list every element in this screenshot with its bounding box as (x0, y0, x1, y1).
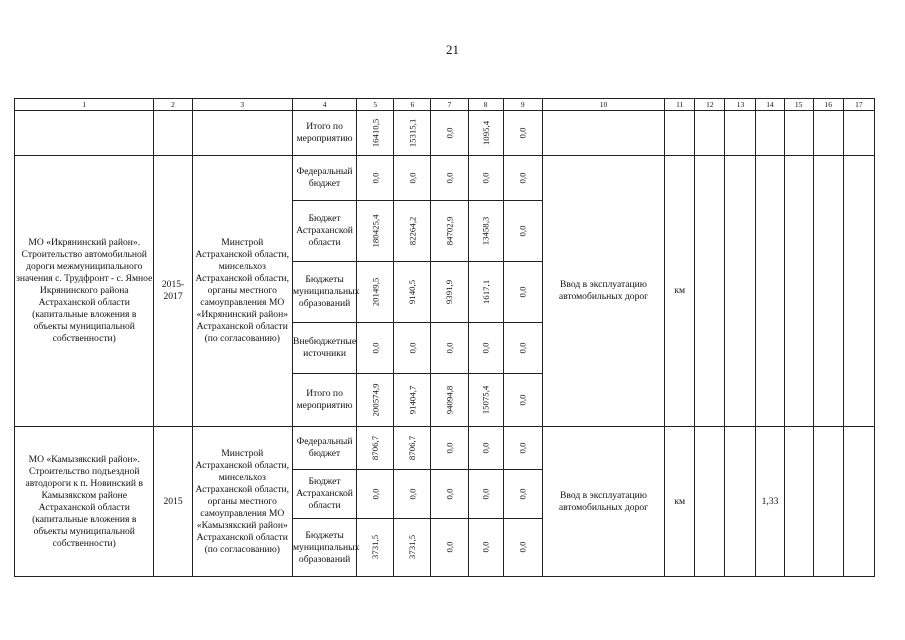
value-text: 3731,5 (407, 534, 418, 560)
budget-table (14, 98, 875, 577)
value-text: 0,0 (407, 172, 418, 183)
value-cell (357, 323, 394, 374)
column-number: 1 (15, 99, 154, 111)
empty-cell (843, 427, 874, 577)
value-cell (468, 262, 503, 323)
value-cell (503, 323, 542, 374)
value-cell (394, 111, 431, 156)
value-text: 0,0 (517, 342, 528, 353)
unit: км (665, 156, 695, 427)
value-text: 0,0 (444, 127, 455, 138)
value-cell (394, 374, 431, 427)
funding-source: Бюджеты муниципальных образований (292, 519, 356, 577)
value-cell (431, 201, 468, 262)
column-number: 15 (784, 99, 813, 111)
empty-cell (725, 156, 756, 427)
empty-cell (784, 427, 813, 577)
value-text: 0,0 (407, 342, 418, 353)
value-cell (357, 427, 394, 470)
value-text: 8706,7 (407, 435, 418, 460)
value-text: 94094,8 (444, 385, 455, 414)
table-row (15, 156, 875, 201)
value-text: 1095,4 (480, 120, 491, 145)
column-number: 8 (468, 99, 503, 111)
column-number-row (15, 99, 875, 111)
empty-cell (192, 111, 292, 156)
funding-source: Бюджеты муниципальных образований (292, 262, 356, 323)
value-text: 9140,5 (407, 279, 418, 304)
indicator-value: 1,33 (756, 427, 784, 577)
value-cell (357, 201, 394, 262)
funding-source: Федеральный бюджет (292, 427, 356, 470)
value-cell (357, 156, 394, 201)
indicator: Ввод в эксплуатацию автомобильных дорог (542, 156, 664, 427)
value-cell (503, 111, 542, 156)
value-text: 8706,7 (370, 435, 381, 460)
empty-cell (813, 156, 843, 427)
column-number: 3 (192, 99, 292, 111)
value-cell (468, 156, 503, 201)
value-cell (468, 470, 503, 519)
value-text: 0,0 (370, 342, 381, 353)
value-text: 15315,1 (407, 118, 418, 147)
column-number: 6 (394, 99, 431, 111)
value-text: 0,0 (480, 442, 491, 453)
value-cell (394, 323, 431, 374)
value-cell (431, 374, 468, 427)
empty-cell (695, 427, 725, 577)
value-text: 0,0 (517, 225, 528, 236)
value-cell (431, 262, 468, 323)
empty-cell (843, 156, 874, 427)
unit: км (665, 427, 695, 577)
column-number: 4 (292, 99, 356, 111)
value-cell (503, 519, 542, 577)
project-name: МО «Икрянинский район». Строительство автомобильной дороги межмуниципального значения с. Трудфронт - с. Ямное Икрянинского района Астраханской области (капитальные вложения в объекты муниципальной собственности) (15, 156, 154, 427)
empty-cell (784, 111, 813, 156)
value-text: 13458,3 (480, 216, 491, 245)
empty-cell (695, 156, 725, 427)
value-cell (394, 427, 431, 470)
value-text: 0,0 (444, 172, 455, 183)
column-number: 2 (154, 99, 192, 111)
project-executor: Минстрой Астраханской области, минсельхоз Астраханской области, органы местного самоуправления МО «Камызякский район» Астраханской области (по согласованию) (192, 427, 292, 577)
empty-cell (813, 111, 843, 156)
project-name: МО «Камызякский район». Строительство подъездной автодороги к п. Новинский в Камызякском районе Астраханской области (капитальные вложения в объекты муниципальной собственности) (15, 427, 154, 577)
empty-cell (695, 111, 725, 156)
value-cell (394, 470, 431, 519)
value-text: 0,0 (517, 394, 528, 405)
value-cell (503, 470, 542, 519)
column-number: 13 (725, 99, 756, 111)
empty-cell (813, 427, 843, 577)
value-text: 0,0 (517, 541, 528, 553)
value-cell (468, 111, 503, 156)
value-cell (357, 374, 394, 427)
project-years: 2015-2017 (154, 156, 192, 427)
table-row (15, 427, 875, 470)
value-text: 200574,9 (370, 383, 381, 416)
value-text: 0,0 (444, 342, 455, 353)
value-text: 15075,4 (480, 385, 491, 414)
value-text: 84702,9 (444, 216, 455, 245)
value-cell (468, 519, 503, 577)
empty-cell (542, 111, 664, 156)
value-text: 9391,9 (444, 279, 455, 304)
value-text: 0,0 (517, 442, 528, 453)
value-text: 0,0 (444, 488, 455, 499)
value-cell (431, 323, 468, 374)
value-cell (468, 427, 503, 470)
value-text: 0,0 (517, 127, 528, 138)
value-text: 0,0 (444, 541, 455, 553)
column-number: 5 (357, 99, 394, 111)
value-cell (357, 111, 394, 156)
indicator: Ввод в эксплуатацию автомобильных дорог (542, 427, 664, 577)
value-cell (357, 470, 394, 519)
value-cell (431, 427, 468, 470)
funding-source: Итого по мероприятию (292, 111, 356, 156)
empty-cell (154, 111, 192, 156)
value-cell (503, 262, 542, 323)
empty-cell (725, 111, 756, 156)
value-text: 180425,4 (370, 214, 381, 247)
value-text: 20149,5 (370, 277, 381, 306)
value-cell (503, 156, 542, 201)
empty-cell (725, 427, 756, 577)
value-text: 0,0 (444, 442, 455, 453)
value-text: 3731,5 (370, 534, 381, 560)
value-cell (503, 201, 542, 262)
value-text: 1617,1 (480, 279, 491, 304)
empty-cell (756, 111, 784, 156)
empty-cell (843, 111, 874, 156)
column-number: 11 (665, 99, 695, 111)
empty-cell (15, 111, 154, 156)
column-number: 16 (813, 99, 843, 111)
value-cell (431, 470, 468, 519)
column-number: 14 (756, 99, 784, 111)
project-years: 2015 (154, 427, 192, 577)
project-executor: Минстрой Астраханской области, минсельхоз Астраханской области, органы местного самоуправления МО «Икрянинский район» Астраханской области (по согласованию) (192, 156, 292, 427)
column-number: 12 (695, 99, 725, 111)
value-text: 0,0 (480, 541, 491, 553)
table-row (15, 111, 875, 156)
value-cell (357, 262, 394, 323)
indicator-value (756, 156, 784, 427)
funding-source: Бюджет Астраханской области (292, 201, 356, 262)
funding-source: Итого по мероприятию (292, 374, 356, 427)
value-text: 0,0 (480, 342, 491, 353)
value-text: 0,0 (407, 488, 418, 499)
page-number: 21 (446, 42, 459, 57)
value-cell (394, 519, 431, 577)
value-cell (503, 374, 542, 427)
value-text: 0,0 (370, 172, 381, 183)
funding-source: Внебюджетные источники (292, 323, 356, 374)
column-number: 7 (431, 99, 468, 111)
value-cell (468, 323, 503, 374)
value-text: 0,0 (370, 488, 381, 499)
value-cell (468, 201, 503, 262)
funding-source: Федеральный бюджет (292, 156, 356, 201)
value-cell (394, 156, 431, 201)
empty-cell (784, 156, 813, 427)
value-text: 0,0 (517, 286, 528, 297)
value-cell (357, 519, 394, 577)
value-cell (431, 111, 468, 156)
value-text: 0,0 (480, 488, 491, 499)
value-cell (394, 262, 431, 323)
empty-cell (665, 111, 695, 156)
value-text: 0,0 (517, 488, 528, 499)
value-text: 82264,2 (407, 216, 418, 245)
value-cell (394, 201, 431, 262)
value-cell (468, 374, 503, 427)
value-cell (431, 156, 468, 201)
value-text: 91404,7 (407, 385, 418, 414)
column-number: 9 (503, 99, 542, 111)
column-number: 17 (843, 99, 874, 111)
value-text: 0,0 (517, 172, 528, 183)
funding-source: Бюджет Астраханской области (292, 470, 356, 519)
value-cell (431, 519, 468, 577)
column-number: 10 (542, 99, 664, 111)
value-text: 0,0 (480, 172, 491, 183)
value-cell (503, 427, 542, 470)
value-text: 16410,5 (370, 118, 381, 147)
